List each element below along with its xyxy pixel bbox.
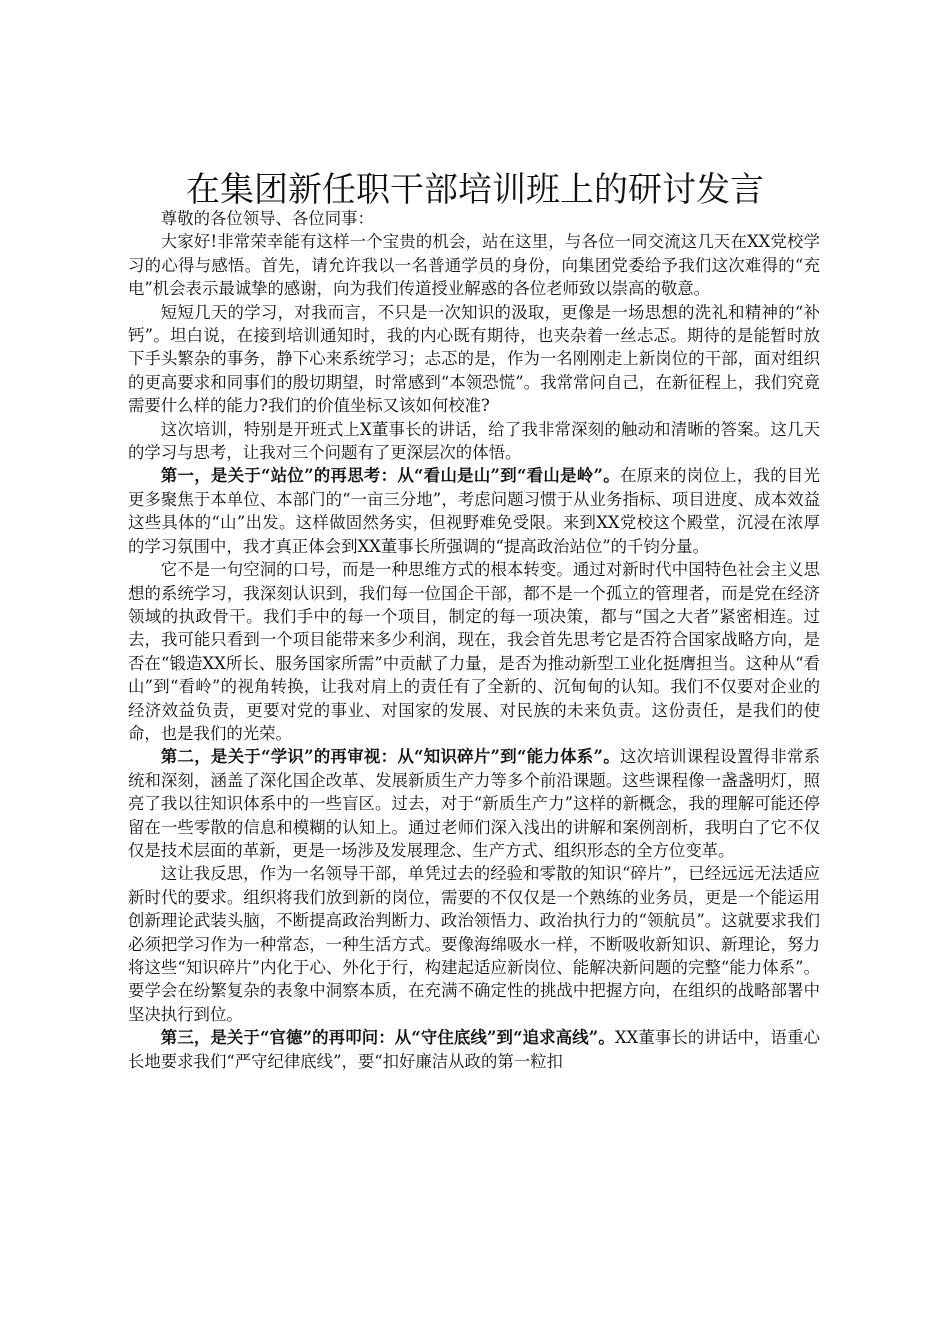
section-heading-1: 第一，是关于“站位”的再思考：从“看山是山”到“看山是岭”。 <box>160 466 620 486</box>
paragraph-text: 这让我反思，作为一名领导干部，单凭过去的经验和零散的知识“碎片”，已经远远无法适应新时代的要求。组织将我们放到新的岗位，需要的不仅仅是一个熟练的业务员，更是一个能运用创新理论武装头脑，不断提高政治判断力、政治领悟力、政治执行力的“领航员”。这就要求我们必须把学习作为一种常态，一种生活方式。要像海绵吸水一样，不断吸收新知识、新理论，努力将这些“知识碎片”内化于心、外化于行，构建起适应新岗位、能解决新问题的完整“能力体系”。要学会在纷繁复杂的表象中洞察本质，在充满不确定性的挑战中把握方向，在组织的战略部署中坚决执行到位。 <box>128 864 820 1024</box>
paragraph-8 <box>128 1026 820 1073</box>
paragraph-1 <box>128 230 820 300</box>
paragraph-text: 这次培训课程设置得非常系统和深刻，涵盖了深化国企改革、发展新质生产力等多个前沿课题。这些课程像一盏盏明灯，照亮了我以往知识体系中的一些盲区。过去，对于“新质生产力”这样的新概念，我的理解可能还停留在一些零散的信息和模糊的认知上。通过老师们深入浅出的讲解和案例剖析，我明白了它不仅仅是技术层面的革新，更是一场涉及发展理念、生产方式、组织形态的全方位变革。 <box>128 747 820 860</box>
paragraph-4 <box>128 464 820 558</box>
section-heading-3: 第三，是关于“官德”的再叩问：从“守住底线”到“追求高线”。 <box>160 1028 615 1048</box>
paragraph-text: 在原来的岗位上，我的目光更多聚焦于本单位、本部门的“一亩三分地”，考虑问题习惯于从业务指标、项目进度、成本效益这些具体的“山”出发。这样做固然务实，但视野难免受限。来到XX党校这个殿堂，沉浸在浓厚的学习氛围中，我才真正体会到XX董事长所强调的“提高政治站位”的千钧分量。 <box>128 466 820 556</box>
paragraph-text: 这次培训，特别是开班式上X董事长的讲话，给了我非常深刻的触动和清晰的答案。这几天的学习与思考，让我对三个问题有了更深层次的体悟。 <box>128 419 820 463</box>
paragraph-3 <box>128 418 820 465</box>
paragraph-text: 它不是一句空洞的口号，而是一种思维方式的根本转变。通过对新时代中国特色社会主义思想的系统学习，我深刻认识到，我们每一位国企干部，都不是一个孤立的管理者，而是党在经济领域的执政骨干。我们手中的每一个项目，制定的每一项决策，都与“国之大者”紧密相连。过去，我可能只看到一个项目能带来多少利润，现在，我会首先思考它是否符合国家战略方向，是否在“锻造XX所长、服务国家所需”中贡献了力量，是否为推动新型工业化挺膺担当。这种从“看山”到“看岭”的视角转换，让我对肩上的责任有了全新的、沉甸甸的认知。我们不仅要对企业的经济效益负责，更要对党的事业、对国家的发展、对民族的未来负责。这份责任，是我们的使命，也是我们的光荣。 <box>128 560 820 743</box>
paragraph-text: 短短几天的学习，对我而言，不只是一次知识的汲取，更像是一场思想的洗礼和精神的“补钙”。坦白说，在接到培训通知时，我的内心既有期待，也夹杂着一丝忐忑。期待的是能暂时放下手头繁杂的事务，静下心来系统学习；忐忑的是，作为一名刚刚走上新岗位的干部，面对组织的更高要求和同事们的殷切期望，时常感到“本领恐慌”。我常常问自己，在新征程上，我们究竟需要什么样的能力?我们的价值坐标又该如何校准? <box>128 302 820 416</box>
paragraph-2 <box>128 301 820 418</box>
document-body <box>128 207 820 1073</box>
paragraph-text: XX董事长的讲话中，语重心长地要求我们“严守纪律底线”，要“扣好廉洁从政的第一粒扣 <box>128 1028 820 1071</box>
salutation: 尊敬的各位领导、各位同事： <box>160 209 374 228</box>
paragraph-5 <box>128 558 820 745</box>
paragraph-text: 大家好!非常荣幸能有这样一个宝贵的机会，站在这里，与各位一同交流这几天在XX党校学习的心得与感悟。首先，请允许我以一名普通学员的身份，向集团党委给予我们这次难得的“充电”机会表示最诚挚的感谢，向为我们传道授业解惑的各位老师致以崇高的敬意。 <box>128 232 820 299</box>
paragraph-6 <box>128 745 820 862</box>
document-title: 在集团新任职干部培训班上的研讨发言 <box>186 170 764 210</box>
paragraph-7 <box>128 862 820 1026</box>
section-heading-2: 第二，是关于“学识”的再审视：从“知识碎片”到“能力体系”。 <box>160 747 620 767</box>
